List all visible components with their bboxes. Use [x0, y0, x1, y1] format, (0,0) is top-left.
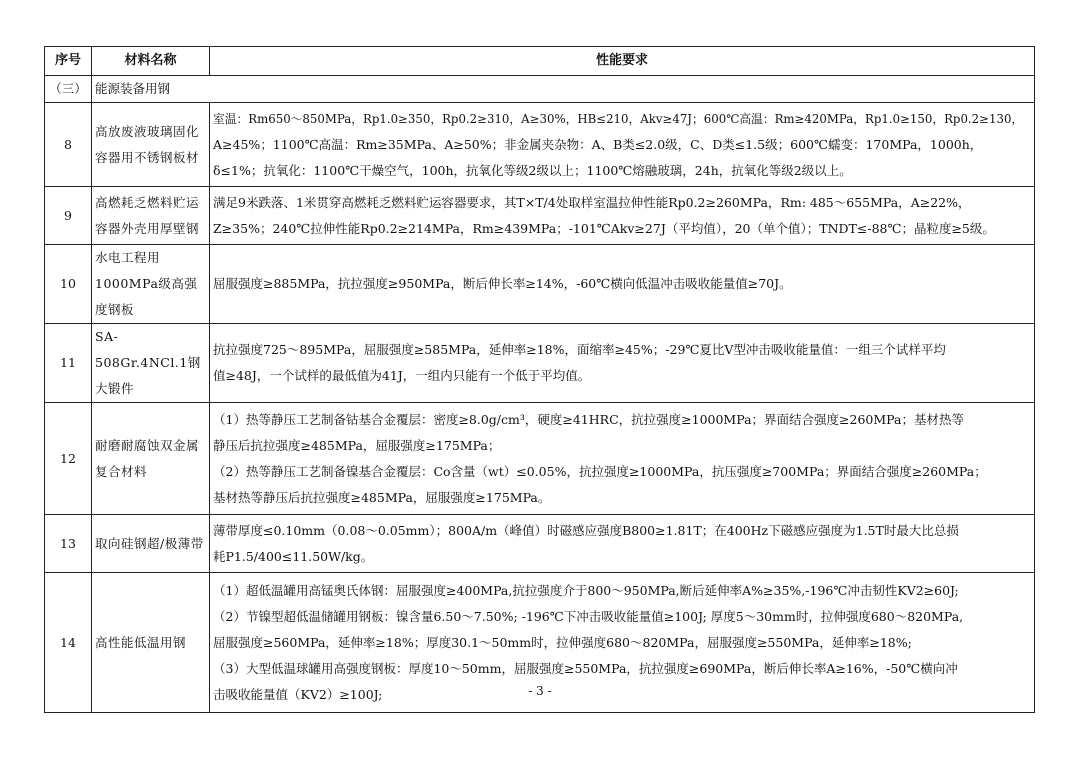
- table-row: [45, 515, 1035, 573]
- requirement-line: 薄带厚度≤0.10mm（0.08～0.05mm）；800A/m（峰值）时磁感应强度B800≥1.81T；在400Hz下磁感应强度为1.5T时最大比总损: [213, 522, 959, 538]
- requirement-line: 击吸收能量值（KV2）≥100J;: [213, 686, 383, 702]
- material-spec-table: [44, 46, 1035, 713]
- material-name: 高放废液玻璃固化容器用不锈钢板材: [92, 103, 210, 187]
- requirement-line: （1）热等静压工艺制备钴基合金覆层：密度≥8.0g/cm³，硬度≥41HRC，抗拉强度≥1000MPa；界面结合强度≥260MPa；基材热等: [213, 411, 964, 427]
- table-header-row: [45, 47, 1035, 76]
- requirement-line: 室温：Rm650～850MPa，Rp1.0≥350，Rp0.2≥310，A≥30%，HB≤210，Akv≥47J；600℃高温：Rm≥420MPa，Rp1.0≥150，Rp0.2≥130，: [213, 111, 1024, 126]
- material-name: 高性能低温用钢: [92, 573, 210, 713]
- header-material-name: 材料名称: [92, 47, 210, 76]
- requirement-line: Z≥35%；240℃拉伸性能Rp0.2≥214MPa，Rm≥439MPa；-101℃Akv≥27J（平均值），20（单个值）；TNDT≤-88℃；晶粒度≥5级。: [213, 220, 995, 236]
- row-number: 14: [45, 573, 92, 713]
- header-performance-requirements: 性能要求: [210, 47, 1035, 76]
- header-serial-number: 序号: [45, 47, 92, 76]
- requirement-line: （2）节镍型超低温储罐用钢板：镍含量6.50～7.50%; -196℃下冲击吸收能量值≥100J; 厚度5～30mm时，拉伸强度680～820MPa,: [213, 608, 964, 624]
- requirements-cell: [210, 245, 1035, 324]
- page-number: - 3 -: [528, 684, 552, 698]
- material-name: SA-508Gr.4NCl.1钢大锻件: [92, 324, 210, 403]
- table-row: [45, 103, 1035, 187]
- material-name: 耐磨耐腐蚀双金属复合材料: [92, 403, 210, 515]
- table-row: [45, 245, 1035, 324]
- table-row: [45, 403, 1035, 515]
- requirements-cell: [210, 187, 1035, 245]
- requirement-line: （2）热等静压工艺制备镍基合金覆层：Co含量（wt）≤0.05%，抗拉强度≥1000MPa，抗压强度≥700MPa；界面结合强度≥260MPa；: [213, 463, 987, 479]
- requirements-cell: [210, 515, 1035, 573]
- table-row: [45, 187, 1035, 245]
- requirement-line: 耗P1.5/400≤11.50W/kg。: [213, 548, 374, 564]
- row-number: 13: [45, 515, 92, 573]
- requirement-line: 基材热等静压后抗拉强度≥485MPa，屈服强度≥175MPa。: [213, 489, 551, 505]
- requirement-line: （3）大型低温球罐用高强度钢板：厚度10～50mm，屈服强度≥550MPa，抗拉强度≥690MPa，断后伸长率A≥16%，-50℃横向冲: [213, 660, 958, 676]
- requirement-line: 满足9米跌落、1米贯穿高燃耗乏燃料贮运容器要求，其T×T/4处取样室温拉伸性能Rp0.2≥260MPa，Rm: 485～655MPa，A≥22%，: [213, 194, 971, 210]
- material-name: 水电工程用1000MPa级高强度钢板: [92, 245, 210, 324]
- requirement-line: 静压后抗拉强度≥485MPa，屈服强度≥175MPa；: [213, 437, 501, 453]
- material-name: 高燃耗乏燃料贮运容器外壳用厚壁钢: [92, 187, 210, 245]
- table-row: [45, 324, 1035, 403]
- requirement-line: （1）超低温罐用高锰奥氏体钢：屈服强度≥400MPa,抗拉强度介于800～950MPa,断后延伸率A%≥35%,-196℃冲击韧性KV2≥60J;: [213, 582, 959, 598]
- requirement-line: δ≤1%；抗氧化：1100℃干燥空气，100h，抗氧化等级2级以上；1100℃熔融玻璃，24h，抗氧化等级2级以上。: [213, 162, 852, 178]
- row-number: 9: [45, 187, 92, 245]
- material-name: 取向硅钢超/极薄带: [92, 515, 210, 573]
- requirement-line: A≥45%；1100℃高温：Rm≥35MPa、A≥50%；非金属夹杂物：A、B类≤2.0级，C、D类≤1.5级；600℃蠕变：170MPa，1000h，: [213, 136, 983, 152]
- requirement-line: 屈服强度≥885MPa，抗拉强度≥950MPa，断后伸长率≥14%，-60℃横向低温冲击吸收能量值≥70J。: [213, 276, 792, 291]
- requirement-line: 抗拉强度725～895MPa，屈服强度≥585MPa，延伸率≥18%，面缩率≥45%；-29℃夏比V型冲击吸收能量值：一组三个试样平均: [213, 342, 946, 357]
- section-number: （三）: [45, 76, 92, 103]
- requirement-line: 值≥48J，一个试样的最低值为41J，一组内只能有一个低于平均值。: [213, 368, 591, 383]
- requirement-line: 屈服强度≥560MPa，延伸率≥18%；厚度30.1～50mm时，拉伸强度680～820MPa，屈服强度≥550MPa，延伸率≥18%;: [213, 634, 912, 650]
- row-number: 12: [45, 403, 92, 515]
- section-label: 能源装备用钢: [92, 76, 1035, 103]
- requirements-cell: [210, 324, 1035, 403]
- row-number: 10: [45, 245, 92, 324]
- requirements-cell: [210, 103, 1035, 187]
- section-row: [45, 76, 1035, 103]
- row-number: 11: [45, 324, 92, 403]
- requirements-cell: [210, 403, 1035, 515]
- row-number: 8: [45, 103, 92, 187]
